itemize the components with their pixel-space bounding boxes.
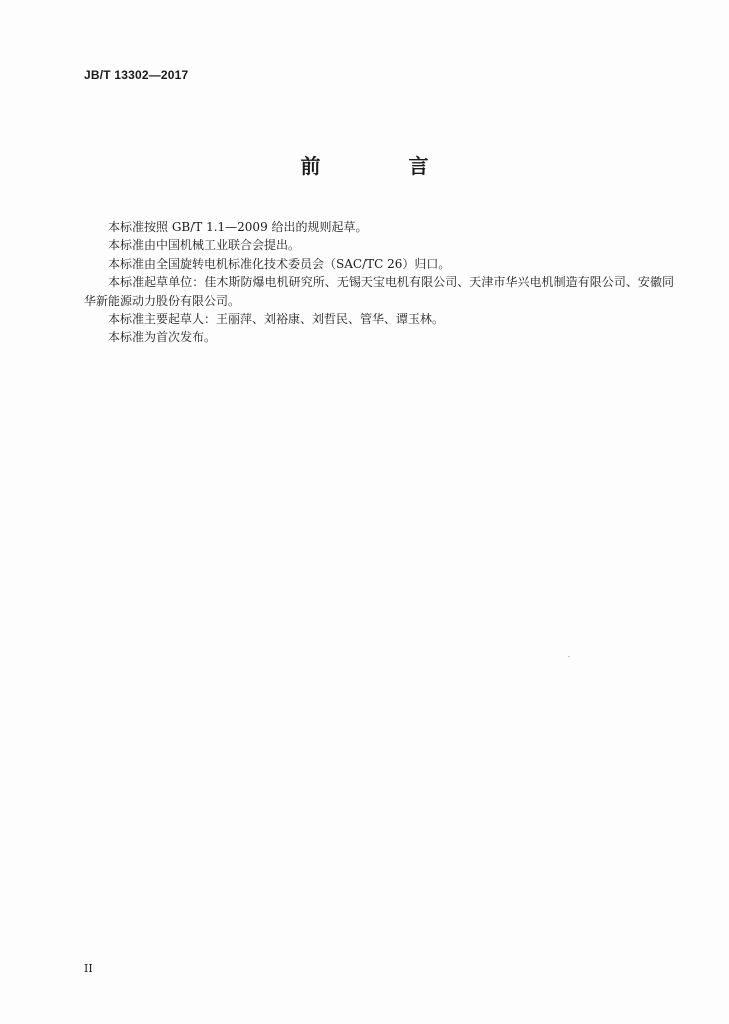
paragraph-committee: 本标准由全国旋转电机标准化技术委员会（SAC/TC 26）归口。 <box>108 256 451 271</box>
scan-speck <box>568 656 570 657</box>
foreword-body <box>84 218 674 347</box>
paragraph-drafting-units: 本标准起草单位：佳木斯防爆电机研究所、无锡天宝电机有限公司、天津市华兴电机制造有限公司、安徽同华新能源动力股份有限公司。 <box>84 275 674 308</box>
paragraph-proposer: 本标准由中国机械工业联合会提出。 <box>108 238 301 253</box>
page-number: II <box>84 962 93 975</box>
paragraph-drafting-rules: 本标准按照 GB/T 1.1—2009 给出的规则起草。 <box>108 220 368 234</box>
page-title: 前 言 <box>300 154 463 178</box>
paragraph-first-release: 本标准为首次发布。 <box>108 330 217 345</box>
standard-code: JB/T 13302—2017 <box>84 68 189 82</box>
paragraph-main-drafters: 本标准主要起草人：王丽萍、刘裕康、刘哲民、管华、谭玉林。 <box>108 312 445 327</box>
